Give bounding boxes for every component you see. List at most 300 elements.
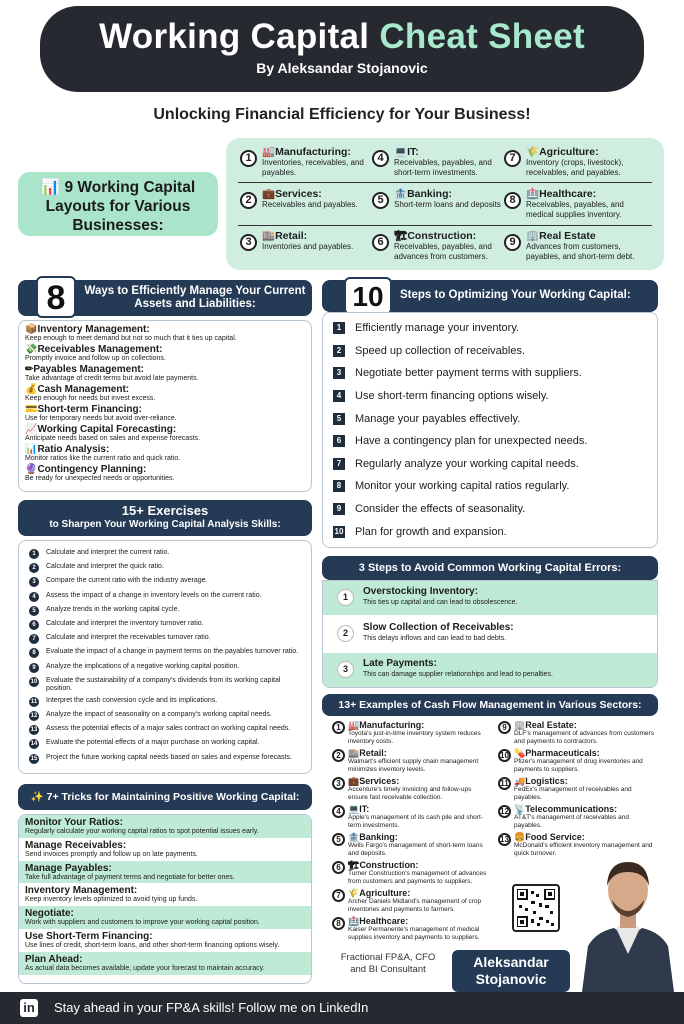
- cashflow-title: Construction:: [359, 860, 419, 870]
- layouts-label-text: 9 Working Capital Layouts for Various Businesses:: [45, 179, 196, 234]
- step-text: Regularly analyze your working capital needs.: [355, 457, 579, 470]
- ways-item: [25, 464, 305, 483]
- exercise-number: 5: [29, 606, 39, 616]
- cashflow-desc: Accenture's timely invoicing and follow-ups ensure fast receivable collection.: [348, 786, 472, 801]
- page-title: [40, 16, 644, 58]
- error-item: [323, 617, 657, 651]
- exercise-number: 8: [29, 648, 39, 658]
- step-item: [333, 475, 647, 498]
- cashflow-title: Healthcare:: [359, 916, 409, 926]
- error-title: Overstocking Inventory:: [363, 586, 479, 597]
- layout-heading: [526, 188, 644, 200]
- cashflow-number: 8: [332, 917, 345, 930]
- sector-icon: 🏢: [514, 720, 526, 730]
- cashflow-item: [498, 776, 656, 801]
- exercise-text: Calculate and interpret the quick ratio.: [46, 563, 164, 571]
- trick-title: Monitor Your Ratios:: [25, 817, 123, 828]
- cashflow-title: Manufacturing:: [359, 720, 425, 730]
- sparkle-icon: ✨: [30, 791, 44, 803]
- sector-icon: 🌾: [348, 888, 360, 898]
- exercise-text: Evaluate the potential effects of a major purchase on working capital.: [46, 739, 260, 747]
- cashflow-heading: [514, 832, 656, 842]
- cashflow-heading: [514, 776, 656, 786]
- error-number: 1: [337, 589, 354, 606]
- cashflow-desc: Archer Daniels Midland's management of crop inventories and payments to farmers.: [348, 898, 482, 913]
- cashflow-number: 5: [332, 833, 345, 846]
- ways-icon: 📈: [25, 424, 38, 435]
- tricks-title: 7+ Tricks for Maintaining Positive Working Capital:: [46, 791, 300, 803]
- cashflow-number: 3: [332, 777, 345, 790]
- author-role: Fractional FP&A, CFO and BI Consultant: [340, 952, 436, 975]
- cashflow-number: 2: [332, 749, 345, 762]
- step-text: Use short-term financing options wisely.: [355, 390, 549, 403]
- ways-item-heading: [25, 344, 305, 355]
- cashflow-desc: Apple's management of its cash pile and short-term investments.: [348, 814, 483, 829]
- cashflow-item: [498, 804, 656, 829]
- layouts-label: [18, 172, 218, 236]
- chart-emoji-icon: 📊: [40, 179, 61, 196]
- sector-icon: 💼: [348, 776, 360, 786]
- ways-item: [25, 324, 305, 343]
- cashflow-title: IT:: [359, 804, 370, 814]
- ways-icon: 📊: [25, 444, 38, 455]
- exercise-number: 2: [29, 563, 39, 573]
- error-title: Slow Collection of Receivables:: [363, 622, 514, 633]
- sector-icon: 💻: [348, 804, 360, 814]
- trick-title: Manage Payables:: [25, 862, 112, 874]
- cashflow-heading: [348, 860, 490, 870]
- cashflow-item: [332, 720, 490, 745]
- cashflow-title: Services:: [359, 776, 400, 786]
- step-number: 6: [333, 435, 345, 447]
- cashflow-item: [332, 804, 490, 829]
- cashflow-item: [332, 916, 490, 941]
- cashflow-title: Logistics:: [525, 776, 568, 786]
- trick-desc: Keep inventory levels optimized to avoid tying up funds.: [25, 896, 198, 904]
- cashflow-text: [348, 804, 490, 829]
- exercise-number: 11: [30, 698, 38, 705]
- layout-heading: [526, 146, 644, 158]
- layout-number: 9: [504, 234, 521, 251]
- trick-desc: Send invoices promptly and follow up on late payments.: [25, 850, 198, 858]
- error-title: Late Payments:: [363, 658, 437, 669]
- cashflow-text: [348, 916, 490, 941]
- errors-header: 3 Steps to Avoid Common Working Capital Errors:: [322, 556, 658, 580]
- cashflow-desc: FedEx's management of receivables and payables.: [514, 786, 632, 801]
- error-text: [363, 586, 518, 607]
- ways-panel: [18, 320, 312, 492]
- cashflow-header: 13+ Examples of Cash Flow Management in Various Sectors:: [322, 694, 658, 716]
- ways-item-title: Short-term Financing:: [37, 404, 142, 415]
- exercise-text: Calculate and interpret the current ratio.: [46, 549, 170, 556]
- cashflow-text: [514, 748, 656, 773]
- title-banner: [40, 6, 644, 92]
- qr-code[interactable]: [512, 884, 560, 932]
- sector-icon: 🏬: [262, 230, 276, 242]
- ways-item-heading: [25, 364, 305, 375]
- layout-text: [262, 230, 380, 252]
- exercise-item: [29, 620, 301, 630]
- sector-icon: 🍔: [514, 832, 526, 842]
- ways-item-title: Cash Management:: [37, 384, 130, 395]
- trick-item: [19, 929, 311, 952]
- layout-heading: [262, 146, 380, 158]
- cashflow-title: Retail:: [359, 748, 387, 758]
- cashflow-number: 12: [498, 805, 511, 818]
- layout-desc: Inventories, receivables, and payables.: [262, 158, 364, 177]
- cashflow-number: 9: [498, 721, 511, 734]
- trick-title: Negotiate:: [25, 908, 74, 920]
- layout-title: IT:: [407, 146, 419, 158]
- linkedin-icon[interactable]: in: [20, 999, 38, 1017]
- exercise-item: [29, 592, 301, 602]
- author-byline: By Aleksandar Stojanovic: [256, 60, 428, 76]
- cashflow-heading: [514, 720, 656, 730]
- ways-item-title: Contingency Planning:: [37, 464, 147, 475]
- exercise-item: [29, 549, 301, 559]
- cashflow-item: [332, 776, 490, 801]
- step-text: Efficiently manage your inventory.: [355, 322, 520, 335]
- cashflow-desc: DLF's management of advances from customers and payments to contractors.: [514, 730, 654, 745]
- cashflow-desc: Walmart's efficient supply chain management minimizes inventory levels.: [348, 758, 479, 773]
- ways-icon: 💳: [25, 404, 38, 415]
- error-number: 2: [337, 625, 354, 642]
- cashflow-title: Banking:: [359, 832, 398, 842]
- trick-item: [19, 838, 311, 861]
- cashflow-heading: [348, 720, 490, 730]
- trick-item: [19, 815, 311, 838]
- exercise-item: [29, 677, 301, 693]
- sector-icon: 🏗: [394, 230, 408, 242]
- ways-item-heading: [25, 424, 305, 435]
- step-item: [333, 362, 647, 385]
- error-desc: This can damage supplier relationships and lead to penalties.: [363, 671, 553, 678]
- ways-icon: 💸: [25, 344, 38, 355]
- steps-panel: [322, 312, 658, 548]
- ways-title: Ways to Efficiently Manage Your Current Assets and Liabilities:: [84, 285, 306, 310]
- exercise-text: Evaluate the sustainability of a company's dividends from its working capital position.: [46, 676, 281, 692]
- exercise-item: [29, 711, 301, 721]
- cashflow-heading: [514, 748, 656, 758]
- step-item: [333, 498, 647, 521]
- trick-title: Inventory Management:: [25, 885, 138, 897]
- layout-number: 3: [240, 234, 257, 251]
- layout-text: [526, 188, 644, 219]
- exercise-text: Assess the potential effects of a major sales contract on working capital needs.: [46, 725, 291, 733]
- step-text: Plan for growth and expansion.: [355, 525, 507, 538]
- exercise-number: 10: [30, 678, 38, 685]
- step-number: 10: [334, 526, 344, 536]
- cashflow-item: [498, 720, 656, 745]
- cashflow-item: [332, 748, 490, 773]
- ways-item-heading: [25, 384, 305, 395]
- exercises-subtitle: to Sharpen Your Working Capital Analysis Skills:: [49, 519, 281, 530]
- cashflow-text: [514, 720, 656, 745]
- error-number: 3: [337, 661, 354, 678]
- error-desc: This ties up capital and can lead to obsolescence.: [363, 599, 518, 606]
- cashflow-desc: Pfizer's management of drug inventories and payments to suppliers.: [514, 758, 643, 773]
- exercise-number: 4: [29, 592, 39, 602]
- exercise-text: Project the future working capital needs based on sales and expense forecasts.: [46, 753, 292, 761]
- trick-desc: Work with suppliers and customers to improve your working capital position.: [25, 919, 260, 927]
- exercise-item: [29, 663, 301, 673]
- exercises-title: 15+ Exercises: [121, 503, 209, 518]
- cashflow-desc: AT&T's management of receivables and payables.: [514, 814, 629, 829]
- cashflow-title: Pharmaceuticals:: [525, 748, 600, 758]
- cashflow-desc: Toyota's just-in-time inventory system reduces inventory costs.: [348, 730, 481, 745]
- layout-desc: Advances from customers, payables, and short-term debt.: [526, 242, 635, 261]
- exercise-number: 12: [30, 713, 38, 720]
- exercise-text: Compare the current ratio with the industry average.: [46, 577, 208, 585]
- cashflow-item: [332, 832, 490, 857]
- step-item: [333, 340, 647, 363]
- layout-item: [504, 146, 644, 177]
- layout-item: [504, 230, 644, 261]
- layout-title: Manufacturing:: [275, 146, 351, 158]
- layout-desc: Receivables, payables, and advances from customers.: [394, 242, 492, 261]
- cashflow-title: Telecommunications:: [525, 804, 618, 814]
- cashflow-text: [348, 748, 490, 773]
- layout-item: [240, 146, 380, 177]
- layout-title: Construction:: [407, 230, 477, 242]
- sector-icon: 🌾: [526, 146, 540, 158]
- exercise-item: [29, 648, 301, 658]
- exercise-text: Calculate and interpret the inventory turnover ratio.: [46, 619, 204, 627]
- cashflow-item: [498, 748, 656, 773]
- ways-item-heading: [25, 444, 305, 455]
- layout-number: 8: [504, 192, 521, 209]
- exercise-item: [29, 697, 301, 707]
- step-item: [333, 407, 647, 430]
- layout-number: 2: [240, 192, 257, 209]
- layout-number: 4: [372, 150, 389, 167]
- layout-title: Agriculture:: [539, 146, 599, 158]
- steps-header: [322, 280, 658, 312]
- ways-item: [25, 424, 305, 443]
- trick-item: [19, 952, 311, 975]
- step-number: 7: [333, 458, 345, 470]
- exercise-item: [29, 725, 301, 735]
- trick-item: [19, 861, 311, 884]
- layout-number: 1: [240, 150, 257, 167]
- step-number: 4: [333, 390, 345, 402]
- cashflow-text: [348, 720, 490, 745]
- ways-item-desc: Be ready for unexpected needs or opportunities.: [25, 475, 175, 482]
- ways-item-heading: [25, 464, 305, 475]
- sector-icon: 🏦: [394, 188, 408, 200]
- ways-item-title: Inventory Management:: [37, 324, 150, 335]
- tricks-header: [18, 784, 312, 810]
- layout-desc: Receivables, payables, and medical supplies inventory.: [526, 200, 624, 219]
- steps-title: Steps to Optimizing Your Working Capital:: [400, 289, 631, 301]
- ways-item-desc: Monitor ratios like the current ratio and quick ratio.: [25, 455, 181, 462]
- cashflow-number: 13: [498, 833, 511, 846]
- layout-item: [372, 146, 512, 177]
- layout-number: 7: [504, 150, 521, 167]
- exercise-item: [29, 739, 301, 749]
- layout-item: [372, 188, 512, 210]
- sector-icon: 🏥: [348, 916, 360, 926]
- layout-heading: [526, 230, 644, 242]
- ways-item-desc: Anticipate needs based on sales and expense forecasts.: [25, 435, 201, 442]
- cashflow-text: [348, 888, 490, 913]
- subtitle: Unlocking Financial Efficiency for Your Business!: [153, 106, 531, 123]
- layout-item: [372, 230, 512, 261]
- ways-number: 8: [36, 276, 76, 318]
- step-item: [333, 520, 647, 543]
- sector-icon: 🏭: [262, 146, 276, 158]
- exercise-number: 6: [29, 620, 39, 630]
- sector-icon: 🏢: [526, 230, 540, 242]
- sector-icon: 🏭: [348, 720, 360, 730]
- layout-title: Banking:: [407, 188, 452, 200]
- cashflow-heading: [348, 804, 490, 814]
- sector-icon: 🚚: [514, 776, 526, 786]
- trick-desc: As actual data becomes available, update your forecast to maintain accuracy.: [25, 964, 265, 972]
- ways-item: [25, 404, 305, 423]
- author-name-badge: Aleksandar Stojanovic: [452, 950, 570, 992]
- exercise-number: 14: [30, 741, 38, 748]
- step-item: [333, 317, 647, 340]
- ways-item-heading: [25, 324, 305, 335]
- footer-cta[interactable]: Stay ahead in your FP&A skills! Follow me on LinkedIn: [54, 1000, 369, 1015]
- step-number: 2: [333, 345, 345, 357]
- layout-desc: Receivables, payables, and short-term investments.: [394, 158, 492, 177]
- cashflow-desc: Wells Fargo's management of short-term loans and deposits.: [348, 842, 483, 857]
- layout-text: [262, 188, 380, 210]
- ways-icon: ✏: [25, 364, 34, 375]
- cashflow-heading: [514, 804, 656, 814]
- ways-item: [25, 384, 305, 403]
- exercise-number: 15: [30, 755, 38, 762]
- errors-panel: [322, 580, 658, 688]
- cashflow-title: Real Estate:: [525, 720, 577, 730]
- exercise-number: 3: [29, 577, 39, 587]
- cashflow-text: [348, 832, 490, 857]
- step-number: 3: [333, 367, 345, 379]
- exercise-text: Analyze trends in the working capital cycle.: [46, 605, 180, 613]
- exercise-item: [29, 754, 301, 764]
- step-number: 9: [333, 503, 345, 515]
- ways-item-desc: Promptly invoice and follow up on collections.: [25, 355, 166, 362]
- cashflow-title: Agriculture:: [359, 888, 411, 898]
- cashflow-heading: [348, 832, 490, 842]
- qr-code-icon: [517, 889, 555, 927]
- error-text: [363, 658, 553, 679]
- ways-item: [25, 364, 305, 383]
- exercise-text: Analyze the implications of a negative working capital position.: [46, 662, 240, 670]
- error-text: [363, 622, 514, 643]
- layout-desc: Receivables and payables.: [262, 200, 358, 209]
- step-text: Consider the effects of seasonality.: [355, 503, 526, 516]
- exercise-text: Interpret the cash conversion cycle and its implications.: [46, 696, 218, 704]
- ways-icon: 💰: [25, 384, 38, 395]
- layout-heading: [262, 188, 380, 200]
- ways-item: [25, 344, 305, 363]
- layout-text: [526, 146, 644, 177]
- step-text: Speed up collection of receivables.: [355, 344, 525, 357]
- cashflow-heading: [348, 776, 490, 786]
- cashflow-text: [514, 804, 656, 829]
- trick-item: [19, 883, 311, 906]
- layout-text: [262, 146, 380, 177]
- cashflow-number: 7: [332, 889, 345, 902]
- layout-number: 5: [372, 192, 389, 209]
- exercise-text: Analyze the impact of seasonality on a company's working capital needs.: [46, 711, 272, 719]
- exercise-text: Assess the impact of a change in inventory levels on the current ratio.: [46, 591, 262, 599]
- tricks-panel: [18, 814, 312, 984]
- error-item: [323, 653, 657, 687]
- step-text: Have a contingency plan for unexpected needs.: [355, 435, 588, 448]
- steps-number: 10: [344, 277, 392, 315]
- cashflow-number: 11: [498, 777, 511, 790]
- cashflow-heading: [348, 888, 490, 898]
- step-text: Monitor your working capital ratios regularly.: [355, 480, 570, 493]
- step-number: 1: [333, 322, 345, 334]
- error-item: [323, 581, 657, 615]
- layout-desc: Short-term loans and deposits: [394, 200, 501, 209]
- layout-number: 6: [372, 234, 389, 251]
- cashflow-number: 10: [498, 749, 511, 762]
- cashflow-desc: Turner Construction's management of advances from customers and payments to suppliers.: [348, 870, 487, 885]
- ways-item-heading: [25, 404, 305, 415]
- step-item: [333, 385, 647, 408]
- error-desc: This delays inflows and can lead to bad debts.: [363, 635, 507, 642]
- step-text: Manage your payables effectively.: [355, 412, 521, 425]
- layout-heading: [262, 230, 380, 242]
- layout-text: [394, 230, 512, 261]
- sector-icon: 🏬: [348, 748, 360, 758]
- ways-item-title: Payables Management:: [33, 364, 144, 375]
- step-number: 8: [333, 480, 345, 492]
- title-part-2: Cheat Sheet: [379, 17, 585, 56]
- trick-desc: Take full advantage of payment terms and negotiate for better ones.: [25, 873, 235, 881]
- cashflow-number: 4: [332, 805, 345, 818]
- exercise-item: [29, 634, 301, 644]
- exercise-number: 9: [29, 663, 39, 673]
- layout-title: Healthcare:: [539, 188, 597, 200]
- exercise-number: 7: [29, 634, 39, 644]
- exercises-panel: [18, 540, 312, 774]
- trick-desc: Use lines of credit, short-term loans, and other short-term financing options wisely.: [25, 941, 280, 949]
- layout-title: Services:: [275, 188, 322, 200]
- sector-icon: 🏗: [348, 860, 360, 870]
- trick-desc: Regularly calculate your working capital ratios to spot potential issues early.: [25, 828, 259, 835]
- ways-item-title: Working Capital Forecasting:: [37, 424, 177, 435]
- exercise-number: 13: [30, 727, 38, 734]
- layout-heading: [394, 188, 512, 200]
- step-item: [333, 453, 647, 476]
- ways-item-desc: Keep enough for needs but invest excess.: [25, 395, 156, 402]
- trick-item: [19, 906, 311, 929]
- ways-item: [25, 444, 305, 463]
- exercise-text: Evaluate the impact of a change in payment terms on the payables turnover ratio.: [46, 648, 299, 656]
- ways-header: [18, 280, 312, 316]
- trick-title: Plan Ahead:: [25, 953, 83, 965]
- layouts-panel: [226, 138, 664, 270]
- layout-desc: Inventory (crops, livestock), receivables, and payables.: [526, 158, 624, 177]
- ways-item-desc: Keep enough to meet demand but not so much that it ties up capital.: [25, 335, 237, 342]
- exercise-item: [29, 577, 301, 587]
- footer: [0, 992, 684, 1024]
- cashflow-text: [348, 776, 490, 801]
- cashflow-desc: Kaiser Permanente's management of medical supplies inventory and payments to suppliers.: [348, 926, 480, 941]
- exercise-item: [29, 563, 301, 573]
- cashflow-text: [514, 776, 656, 801]
- layout-item: [504, 188, 644, 219]
- exercise-number: 1: [29, 549, 39, 559]
- exercises-header: [18, 500, 312, 536]
